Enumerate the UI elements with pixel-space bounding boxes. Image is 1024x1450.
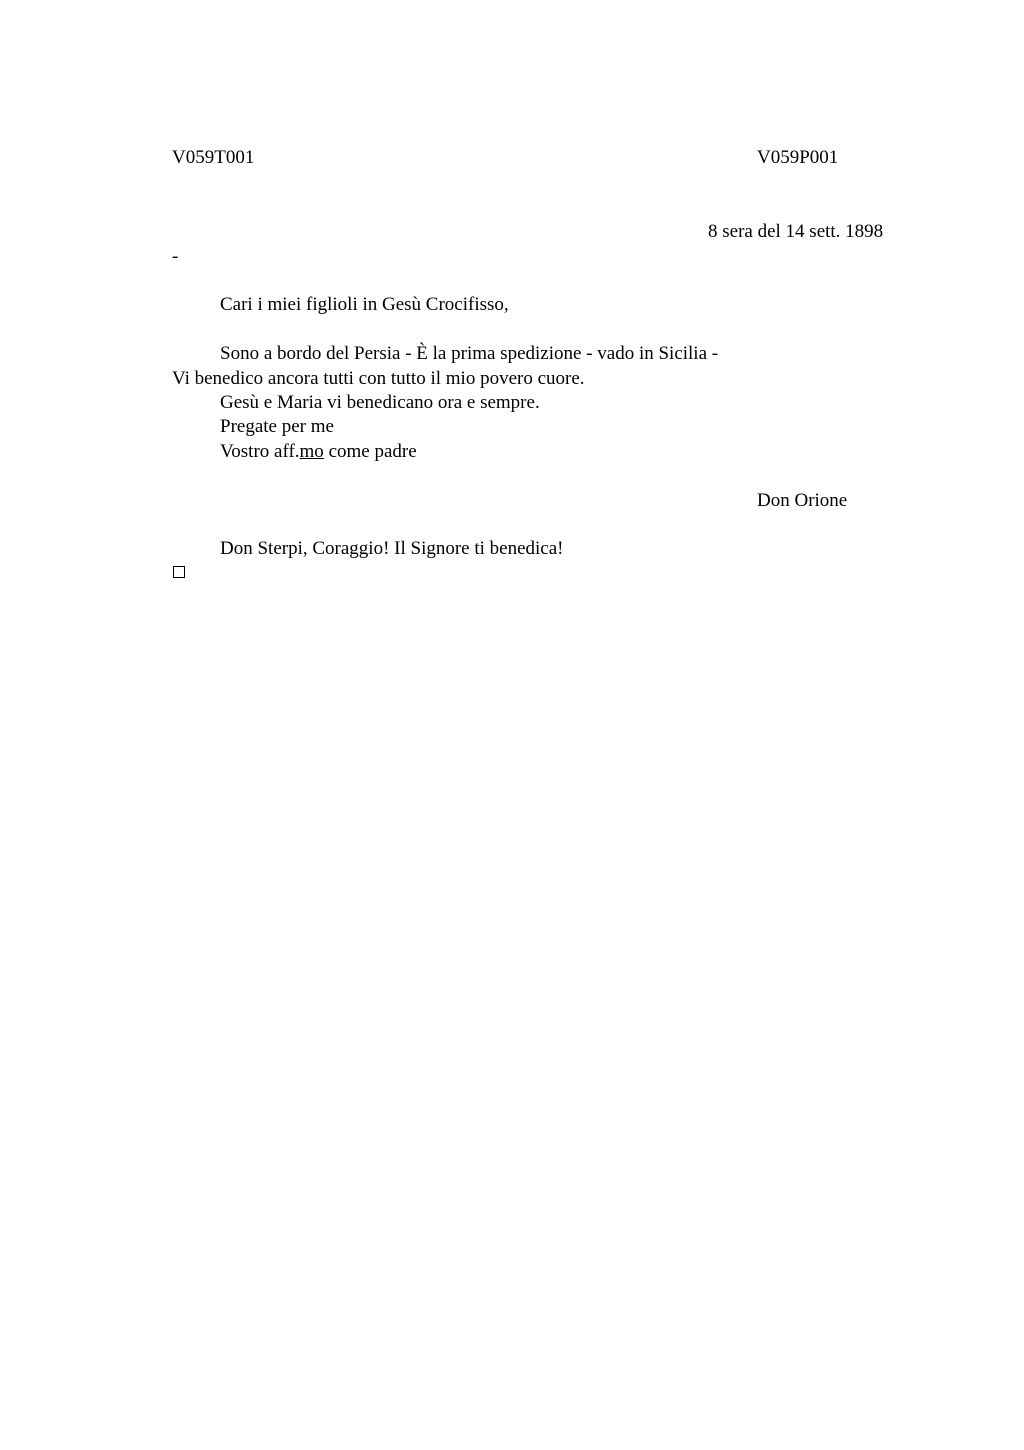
letter-line-4: Pregate per me bbox=[220, 416, 334, 437]
letter-signature: Don Orione bbox=[757, 490, 848, 511]
dash-mark: - bbox=[172, 246, 179, 267]
closing-prefix: Vostro aff. bbox=[220, 441, 300, 462]
letter-closing bbox=[220, 440, 417, 464]
letter-salutation: Cari i miei figlioli in Gesù Crocifisso, bbox=[220, 294, 509, 315]
closing-underlined-abbreviation: mo bbox=[299, 441, 324, 462]
document-code-left: V059T001 bbox=[172, 147, 255, 168]
letter-date: 8 sera del 14 sett. 1898 bbox=[708, 221, 884, 242]
document-code-right: V059P001 bbox=[757, 147, 839, 168]
letter-line-1: Sono a bordo del Persia - È la prima spedizione - vado in Sicilia - bbox=[220, 343, 719, 364]
closing-suffix: come padre bbox=[323, 441, 417, 462]
letter-line-2: Vi benedico ancora tutti con tutto il mio povero cuore. bbox=[172, 368, 585, 389]
letter-line-3: Gesù e Maria vi benedicano ora e sempre. bbox=[220, 392, 540, 413]
square-icon bbox=[173, 566, 185, 578]
letter-postscript: Don Sterpi, Coraggio! Il Signore ti benedica! bbox=[220, 538, 564, 559]
